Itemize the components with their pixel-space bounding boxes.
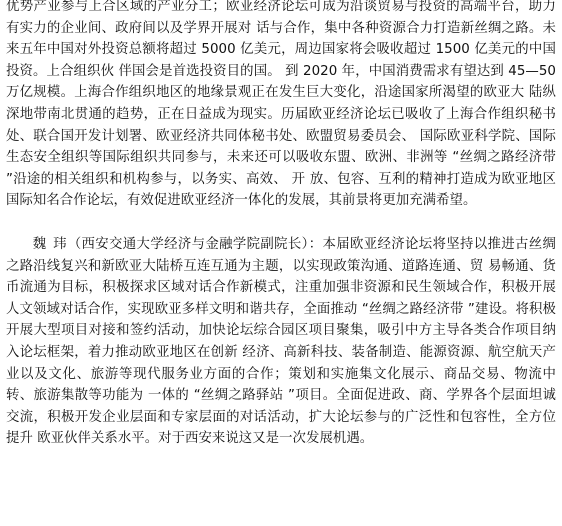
speaker-statement-text: （西安交通大学经济与金融学院副院长）：本届欧亚经济论坛将坚持以推进古丝绸之路沿线复兴和新欧亚大陆桥互连互通为主题，以实现政策沟通、道路连通、贸 易畅通、货币流通为目标，积极探求区域对话合作新模式，注重加强非资源和民生领域合作，积极开展人文领域对话合作，实现欧亚多样文明和谐共存，全面推动 “丝绸之路经济带 ”建设。将积极开展大型项目对接和签约活动，加快论坛综合园区项目聚集，吸引中方主导各类合作项目纳入论坛框架，着力推动欧亚地区在创新 经济、高新科技、装备制造、能源资源、航空航天产业以及文化、旅游等现代服务业方面的合作；策划和实施集文化展示、商品交易、物流中转、旅游集散等功能为 一体的 “丝绸之路驿站 ”项目。全面促进政、商、学界各个层面坦诚交流，积极开发企业层面和专家层面的对话活动，扩大论坛参与的广泛性和包容性，全方位提升 欧亚伙伴关系水平。对于西安来说这又是一次发展机遇。 — [6, 236, 556, 447]
paragraph-forum-prospects: 优势产业参与上合区域的产业分工；欧亚经济论坛可成为沿谈贸易与投资的高端平台，助力有实力的企业间、政府间以及学界开展对 话与合作，集中各种资源合力打造新丝绸之路。未来五年中国对外投资总额将超过 5000 亿美元，周边国家将会吸收超过 1500 亿美元的中国投资。上合组织伙 伴国会是首选投资目的国。 到 2020 年，中国消费需求有望达到 45—50 万亿规模。上海合作组织地区的地缘景观正在发生巨大变化，沿途国家所渴望的欧亚大 陆纵深地带南北贯通的趋势，正在日益成为现实。历届欧亚经济论坛已吸收了上海合作组织秘书处、联合国开发计划署、欧亚经济共同体秘书处、欧盟贸易委员会、 国际欧亚科学院、国际生态安全组织等国际组织共同参与，未来还可以吸收东盟、欧洲、非洲等 “丝绸之路经济带 ”沿途的相关组织和机构参与，以务实、高效、 开 放、包容、互利的精神打造成为欧亚地区国际知名合作论坛，有效促进欧亚经济一体化的发展，其前景将更加充满希望。 — [6, 0, 556, 209]
paragraph-speaker-statement — [6, 234, 556, 450]
speaker-name: 魏 玮 — [32, 236, 68, 252]
